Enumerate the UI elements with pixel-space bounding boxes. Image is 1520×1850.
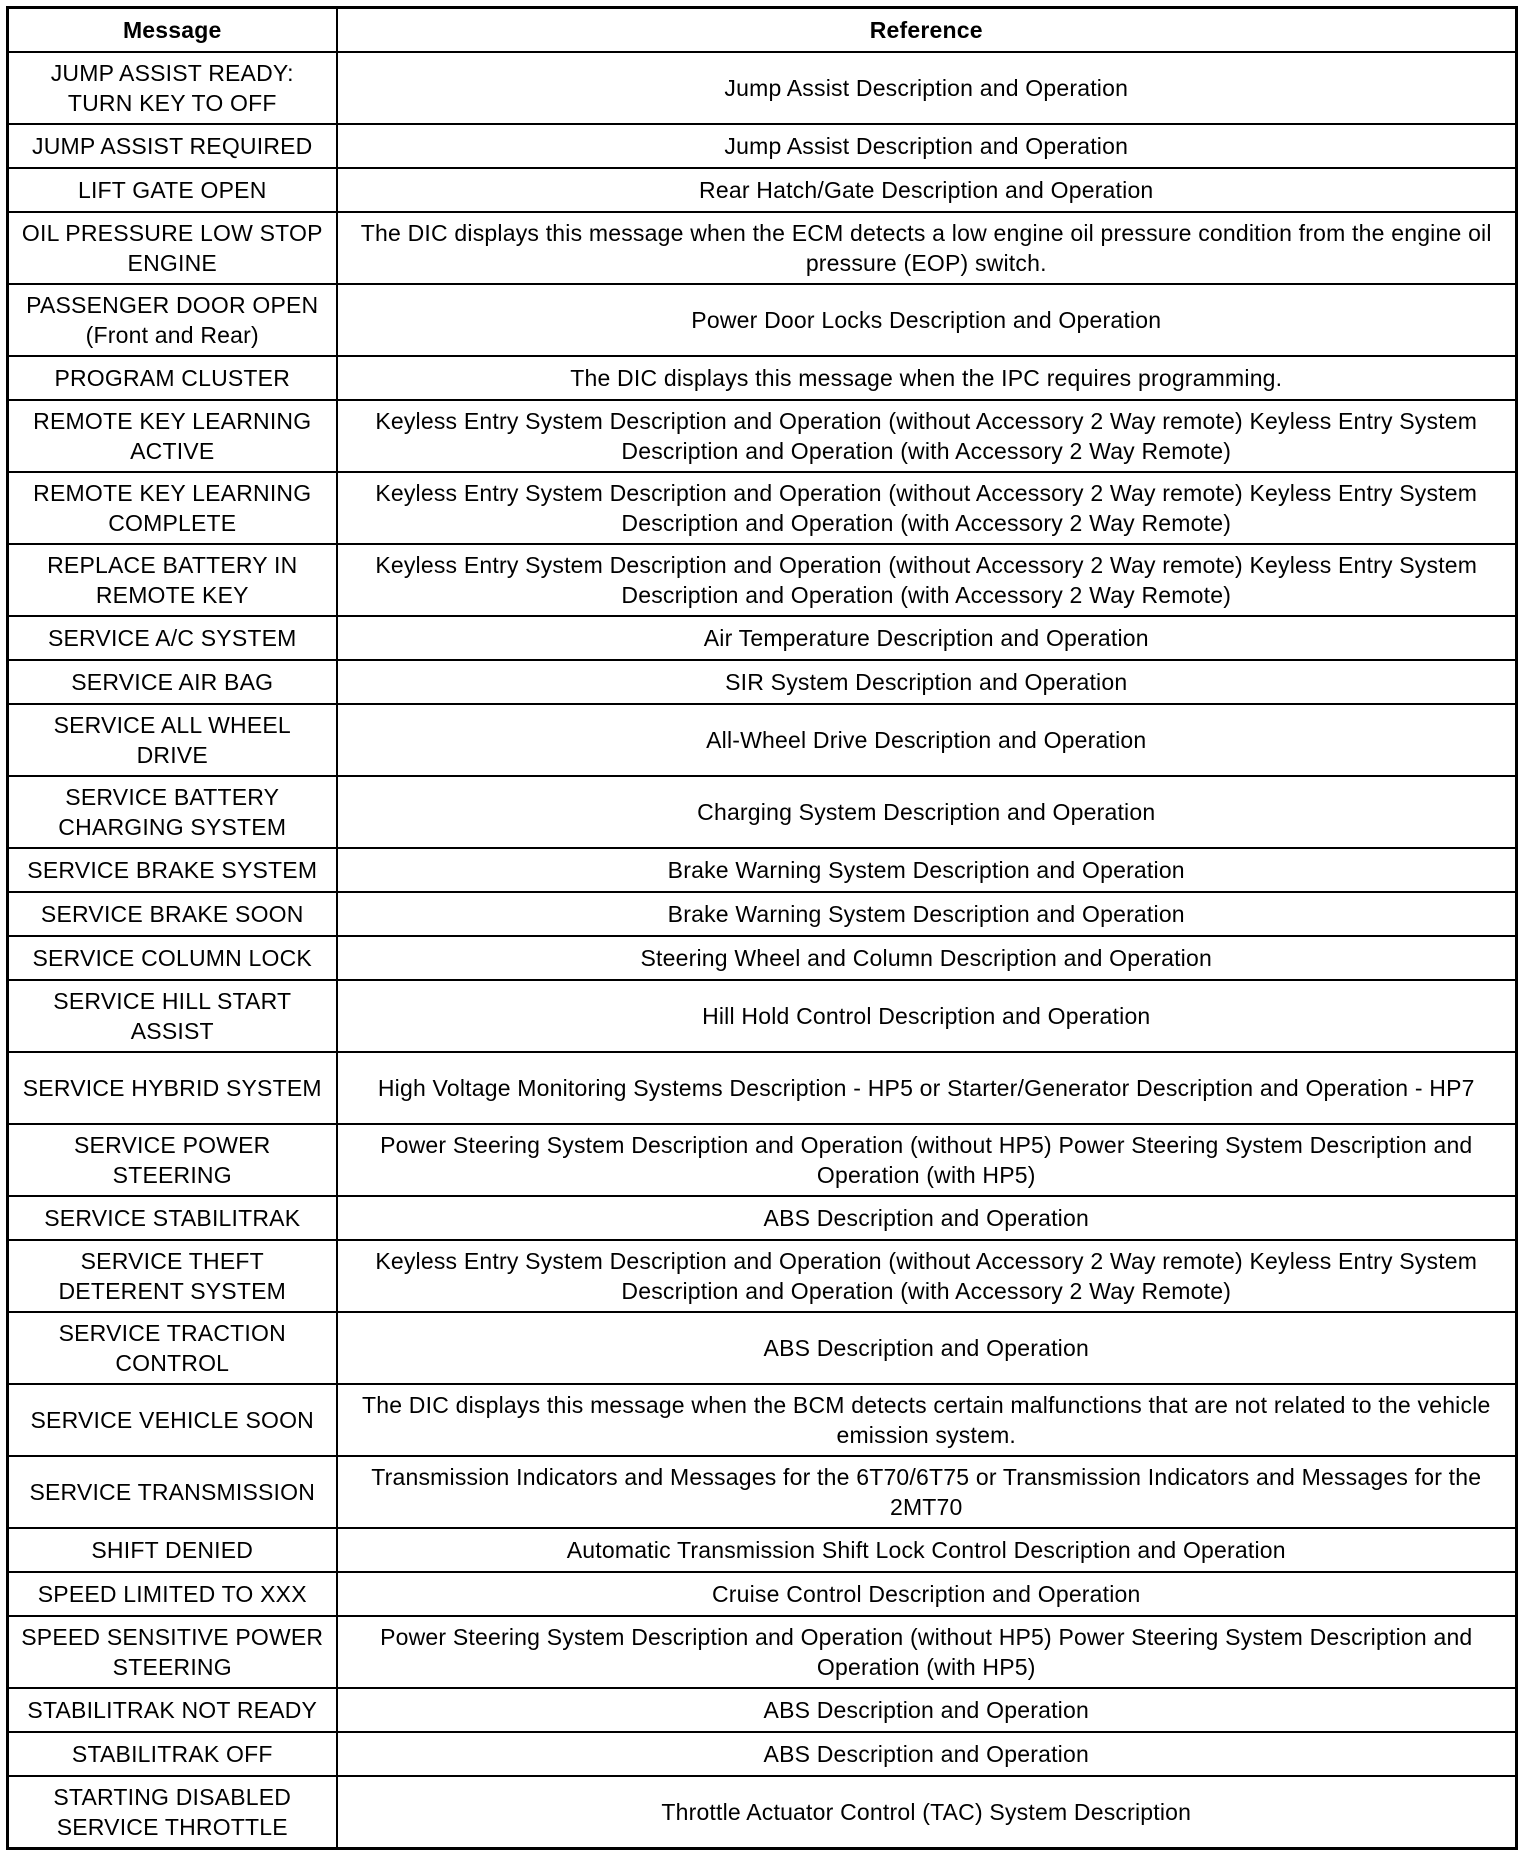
reference-cell: Power Steering System Description and Operation (without HP5) Power Steering System Description and Operation (with HP5) xyxy=(337,1124,1517,1196)
reference-cell: Automatic Transmission Shift Lock Control Description and Operation xyxy=(337,1528,1517,1572)
table-row xyxy=(8,400,1517,472)
reference-cell: Power Steering System Description and Operation (without HP5) Power Steering System Description and Operation (with HP5) xyxy=(337,1616,1517,1688)
table-row xyxy=(8,1124,1517,1196)
message-cell: SERVICE BATTERY CHARGING SYSTEM xyxy=(8,776,337,848)
table-row xyxy=(8,892,1517,936)
message-cell: PASSENGER DOOR OPEN (Front and Rear) xyxy=(8,284,337,356)
message-cell: SERVICE A/C SYSTEM xyxy=(8,616,337,660)
message-cell: SERVICE HILL START ASSIST xyxy=(8,980,337,1052)
message-cell: SERVICE HYBRID SYSTEM xyxy=(8,1052,337,1124)
message-cell: LIFT GATE OPEN xyxy=(8,168,337,212)
reference-cell: SIR System Description and Operation xyxy=(337,660,1517,704)
reference-cell: Brake Warning System Description and Operation xyxy=(337,892,1517,936)
reference-cell: Cruise Control Description and Operation xyxy=(337,1572,1517,1616)
message-cell: REPLACE BATTERY IN REMOTE KEY xyxy=(8,544,337,616)
table-row xyxy=(8,776,1517,848)
message-cell: OIL PRESSURE LOW STOP ENGINE xyxy=(8,212,337,284)
reference-cell: The DIC displays this message when the IPC requires programming. xyxy=(337,356,1517,400)
message-cell: SPEED SENSITIVE POWER STEERING xyxy=(8,1616,337,1688)
reference-cell: Brake Warning System Description and Operation xyxy=(337,848,1517,892)
message-cell: SERVICE POWER STEERING xyxy=(8,1124,337,1196)
table-row xyxy=(8,168,1517,212)
reference-cell: Keyless Entry System Description and Operation (without Accessory 2 Way remote) Keyless Entry System Description and Operation (with Accessory 2 Way Remote) xyxy=(337,472,1517,544)
reference-cell: Power Door Locks Description and Operation xyxy=(337,284,1517,356)
table-row xyxy=(8,356,1517,400)
reference-cell: The DIC displays this message when the BCM detects certain malfunctions that are not related to the vehicle emission system. xyxy=(337,1384,1517,1456)
reference-cell: ABS Description and Operation xyxy=(337,1312,1517,1384)
table-row xyxy=(8,980,1517,1052)
message-column-header: Message xyxy=(8,8,337,53)
table-row xyxy=(8,1776,1517,1849)
message-cell: SERVICE TRANSMISSION xyxy=(8,1456,337,1528)
message-cell: SERVICE TRACTION CONTROL xyxy=(8,1312,337,1384)
table-row xyxy=(8,1456,1517,1528)
reference-cell: Keyless Entry System Description and Operation (without Accessory 2 Way remote) Keyless Entry System Description and Operation (with Accessory 2 Way Remote) xyxy=(337,544,1517,616)
message-cell: JUMP ASSIST REQUIRED xyxy=(8,124,337,168)
table-row xyxy=(8,616,1517,660)
reference-cell: ABS Description and Operation xyxy=(337,1688,1517,1732)
table-row xyxy=(8,1052,1517,1124)
reference-cell: ABS Description and Operation xyxy=(337,1732,1517,1776)
table-row xyxy=(8,1312,1517,1384)
message-cell: SERVICE THEFT DETERENT SYSTEM xyxy=(8,1240,337,1312)
reference-cell: Jump Assist Description and Operation xyxy=(337,124,1517,168)
table-row xyxy=(8,212,1517,284)
reference-cell: Keyless Entry System Description and Operation (without Accessory 2 Way remote) Keyless Entry System Description and Operation (with Accessory 2 Way Remote) xyxy=(337,400,1517,472)
table-row xyxy=(8,848,1517,892)
dic-message-table xyxy=(6,6,1518,1850)
message-cell: PROGRAM CLUSTER xyxy=(8,356,337,400)
reference-cell: Transmission Indicators and Messages for the 6T70/6T75 or Transmission Indicators and Messages for the 2MT70 xyxy=(337,1456,1517,1528)
reference-cell: Air Temperature Description and Operation xyxy=(337,616,1517,660)
table-row xyxy=(8,1528,1517,1572)
message-cell: REMOTE KEY LEARNING COMPLETE xyxy=(8,472,337,544)
table-row xyxy=(8,124,1517,168)
reference-cell: ABS Description and Operation xyxy=(337,1196,1517,1240)
reference-cell: Steering Wheel and Column Description and Operation xyxy=(337,936,1517,980)
reference-column-header: Reference xyxy=(337,8,1517,53)
reference-cell: Rear Hatch/Gate Description and Operation xyxy=(337,168,1517,212)
reference-cell: The DIC displays this message when the ECM detects a low engine oil pressure condition from the engine oil pressure (EOP) switch. xyxy=(337,212,1517,284)
table-row xyxy=(8,1384,1517,1456)
message-cell: SPEED LIMITED TO XXX xyxy=(8,1572,337,1616)
message-cell: SERVICE ALL WHEEL DRIVE xyxy=(8,704,337,776)
message-cell: SERVICE COLUMN LOCK xyxy=(8,936,337,980)
table-row xyxy=(8,1688,1517,1732)
reference-cell: Throttle Actuator Control (TAC) System Description xyxy=(337,1776,1517,1849)
message-cell: REMOTE KEY LEARNING ACTIVE xyxy=(8,400,337,472)
table-row xyxy=(8,1196,1517,1240)
message-cell: SERVICE STABILITRAK xyxy=(8,1196,337,1240)
table-header-row xyxy=(8,8,1517,53)
message-cell: SERVICE VEHICLE SOON xyxy=(8,1384,337,1456)
table-row xyxy=(8,660,1517,704)
message-cell: SERVICE BRAKE SYSTEM xyxy=(8,848,337,892)
message-cell: STARTING DISABLED SERVICE THROTTLE xyxy=(8,1776,337,1849)
table-row xyxy=(8,1240,1517,1312)
table-row xyxy=(8,52,1517,124)
table-row xyxy=(8,472,1517,544)
table-row xyxy=(8,704,1517,776)
table-row xyxy=(8,544,1517,616)
table-row xyxy=(8,1616,1517,1688)
message-cell: SERVICE BRAKE SOON xyxy=(8,892,337,936)
message-cell: SERVICE AIR BAG xyxy=(8,660,337,704)
message-cell: JUMP ASSIST READY: TURN KEY TO OFF xyxy=(8,52,337,124)
reference-cell: Charging System Description and Operation xyxy=(337,776,1517,848)
table-row xyxy=(8,284,1517,356)
reference-cell: Jump Assist Description and Operation xyxy=(337,52,1517,124)
reference-cell: Keyless Entry System Description and Operation (without Accessory 2 Way remote) Keyless Entry System Description and Operation (with Accessory 2 Way Remote) xyxy=(337,1240,1517,1312)
table-row xyxy=(8,1732,1517,1776)
reference-cell: High Voltage Monitoring Systems Description - HP5 or Starter/Generator Description and Operation - HP7 xyxy=(337,1052,1517,1124)
reference-cell: Hill Hold Control Description and Operation xyxy=(337,980,1517,1052)
message-cell: SHIFT DENIED xyxy=(8,1528,337,1572)
message-cell: STABILITRAK OFF xyxy=(8,1732,337,1776)
table-row xyxy=(8,1572,1517,1616)
reference-cell: All-Wheel Drive Description and Operation xyxy=(337,704,1517,776)
message-cell: STABILITRAK NOT READY xyxy=(8,1688,337,1732)
table-row xyxy=(8,936,1517,980)
